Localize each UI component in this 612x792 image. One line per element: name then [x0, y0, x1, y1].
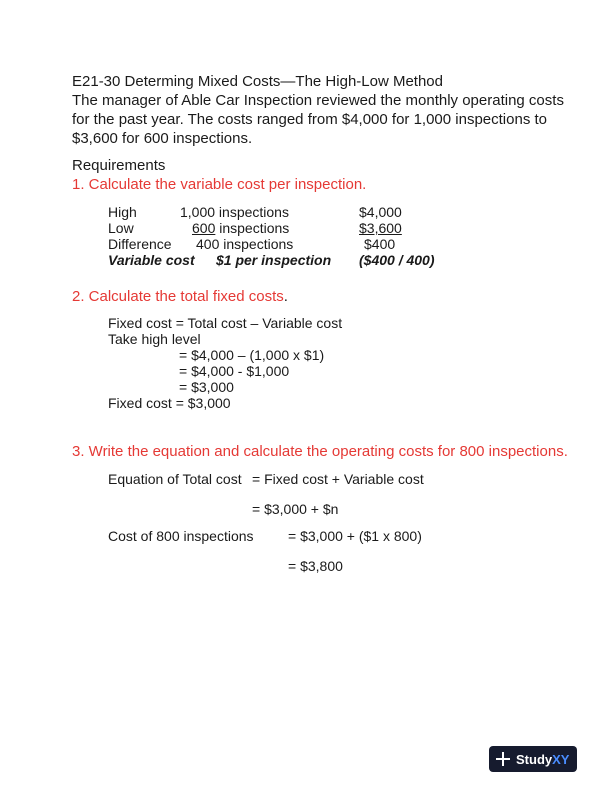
- fixed-cost-formula: Fixed cost = Total cost – Variable cost: [108, 315, 343, 331]
- plus-icon: [496, 752, 510, 766]
- variable-cost-calc: ($400 / 400): [359, 252, 435, 268]
- requirements-label: Requirements: [72, 157, 166, 174]
- row-low-inspections-text: inspections: [215, 220, 290, 236]
- intro-line-1: The manager of Able Car Inspection reviewed the monthly operating costs: [72, 92, 564, 109]
- fixed-calc-step-2: = $4,000 - $1,000: [179, 363, 290, 379]
- intro-line-3: $3,600 for 600 inspections.: [72, 130, 253, 147]
- fixed-calc-step-3: = $3,000: [179, 379, 234, 395]
- row-high-cost: $4,000: [359, 204, 402, 220]
- row-difference-inspections: 400 inspections: [196, 236, 294, 252]
- studyxy-logo: [489, 746, 577, 772]
- row-low-cost: $3,600: [359, 220, 402, 236]
- fixed-calc-step-1: = $4,000 – (1,000 x $1): [179, 347, 325, 363]
- fixed-cost-result: Fixed cost = $3,000: [108, 395, 231, 411]
- logo-brand: [516, 752, 569, 767]
- variable-cost-value: $1 per inspection: [216, 252, 332, 268]
- req2-heading-text: 2. Calculate the total fixed costs: [72, 288, 284, 305]
- req1-heading: 1. Calculate the variable cost per inspection.: [72, 176, 367, 193]
- cost-800-label: Cost of 800 inspections: [108, 528, 254, 544]
- row-difference-label: Difference: [108, 236, 172, 252]
- equation-values: = $3,000 + $n: [252, 501, 339, 517]
- logo-brand-main: Study: [516, 751, 553, 767]
- equation-label: Equation of Total cost: [108, 471, 242, 487]
- req2-heading-period: .: [283, 288, 288, 305]
- row-low-label: Low: [108, 220, 134, 236]
- row-high-label: High: [108, 204, 137, 220]
- row-low-inspections: [192, 220, 289, 236]
- variable-cost-label: Variable cost: [108, 252, 195, 268]
- document-title: E21-30 Determing Mixed Costs—The High-Low Method: [72, 73, 443, 90]
- logo-brand-accent: XY: [552, 751, 570, 767]
- req3-heading: 3. Write the equation and calculate the operating costs for 800 inspections.: [72, 443, 568, 460]
- intro-line-2: for the past year. The costs ranged from $4,000 for 1,000 inspections to: [72, 111, 548, 128]
- cost-800-calc: = $3,000 + ($1 x 800): [288, 528, 422, 544]
- req2-heading: [72, 287, 288, 306]
- row-difference-cost: $400: [364, 236, 396, 252]
- equation-formula: = Fixed cost + Variable cost: [252, 471, 424, 487]
- row-low-inspections-number: 600: [192, 220, 216, 236]
- take-high-level: Take high level: [108, 331, 201, 347]
- row-high-inspections: 1,000 inspections: [180, 204, 289, 220]
- cost-800-result: = $3,800: [288, 558, 343, 574]
